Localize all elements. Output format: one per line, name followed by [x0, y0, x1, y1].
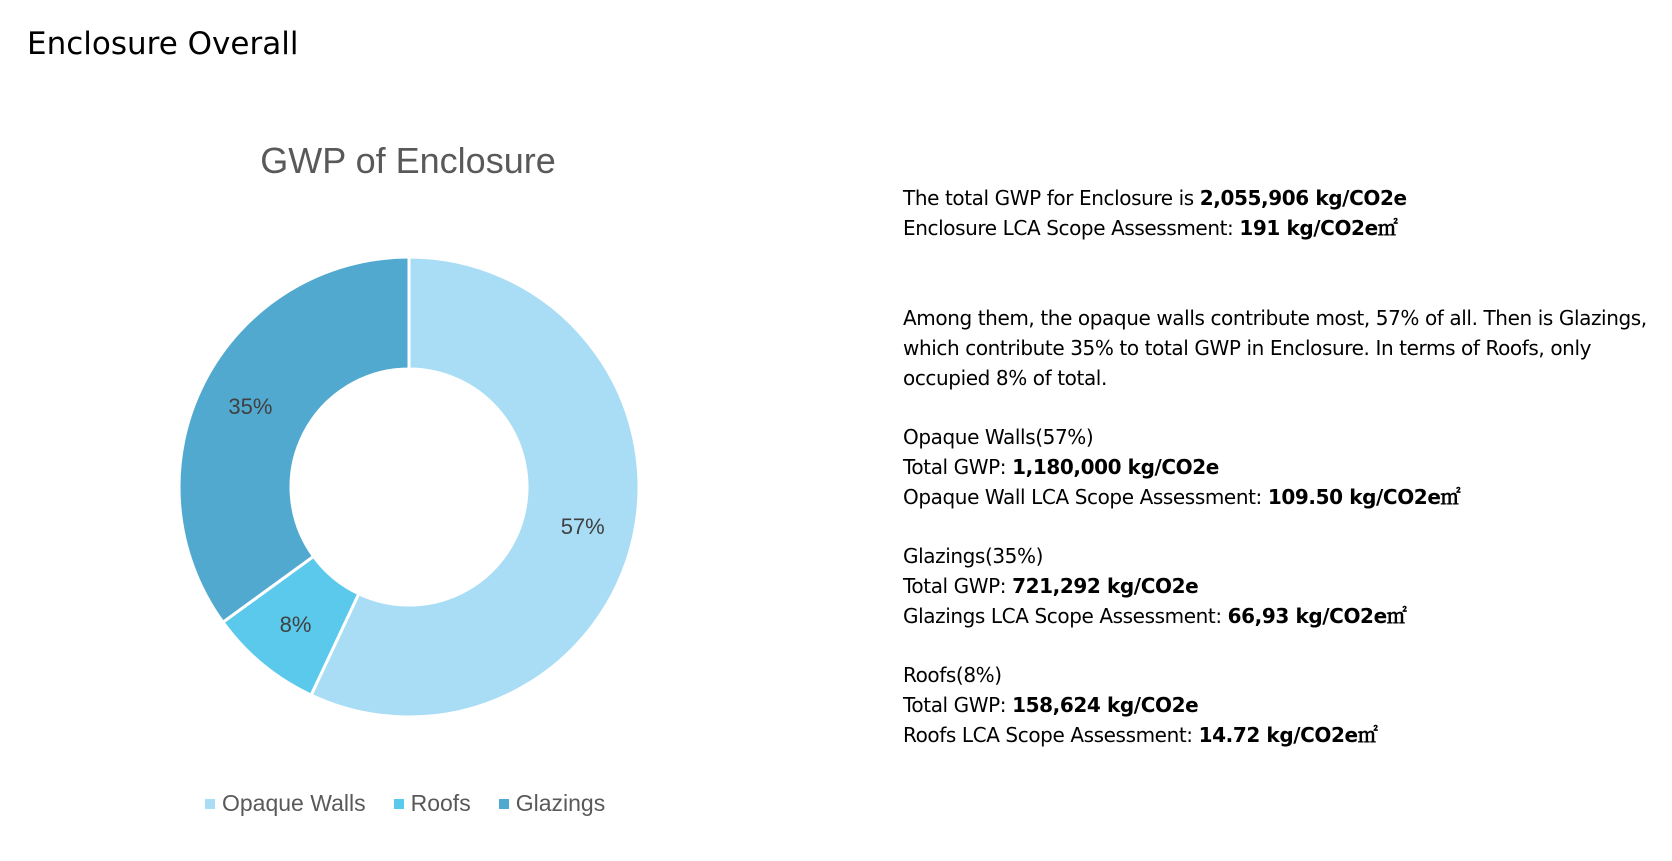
component-gwp-prefix: Total GWP: [903, 574, 1013, 598]
legend-swatch [205, 799, 215, 809]
component-roofs [903, 660, 1668, 750]
legend-item-glazings [499, 790, 605, 817]
legend-swatch [394, 799, 404, 809]
component-heading: Glazings(35%) [903, 544, 1044, 568]
component-lca-prefix: Glazings LCA Scope Assessment: [903, 604, 1228, 628]
component-glazings [903, 541, 1668, 631]
component-lca-line [903, 482, 1668, 512]
description-line: which contribute 35% to total GWP in Enclosure. In terms of Roofs, only [903, 336, 1592, 360]
slice-label-glazings: 35% [228, 394, 273, 420]
component-gwp-value: 721,292 kg/CO2e [1012, 574, 1199, 598]
legend-swatch [499, 799, 509, 809]
description [903, 303, 1668, 393]
legend-item-opaque-walls [205, 790, 366, 817]
chart-legend [205, 790, 605, 817]
component-gwp-line [903, 571, 1668, 601]
slice-label-roofs: 8% [279, 612, 312, 638]
chart-title: GWP of Enclosure [260, 140, 556, 181]
description-line: occupied 8% of total. [903, 366, 1107, 390]
component-lca-value: 66,93 kg/CO2e㎡ [1227, 604, 1407, 628]
component-lca-value: 14.72 kg/CO2e㎡ [1198, 723, 1378, 747]
component-lca-prefix: Roofs LCA Scope Assessment: [903, 723, 1199, 747]
component-gwp-prefix: Total GWP: [903, 693, 1013, 717]
legend-label: Glazings [515, 790, 606, 816]
component-heading: Roofs(8%) [903, 663, 1002, 687]
slice-label-opaque-walls: 57% [560, 513, 605, 539]
component-lca-line [903, 601, 1668, 631]
component-gwp-value: 1,180,000 kg/CO2e [1012, 455, 1219, 479]
component-gwp-value: 158,624 kg/CO2e [1012, 693, 1199, 717]
scope-assessment-line [903, 213, 1668, 243]
scope-assessment-value: 191 kg/CO2e㎡ [1239, 216, 1398, 240]
total-gwp-prefix: The total GWP for Enclosure is [903, 186, 1200, 210]
summary-panel [903, 183, 1668, 750]
component-opaque-walls [903, 422, 1668, 512]
component-heading: Opaque Walls(57%) [903, 425, 1094, 449]
legend-label: Roofs [410, 790, 471, 816]
component-gwp-prefix: Total GWP: [903, 455, 1013, 479]
total-gwp-value: 2,055,906 kg/CO2e [1199, 186, 1407, 210]
component-gwp-line [903, 452, 1668, 482]
scope-assessment-prefix: Enclosure LCA Scope Assessment: [903, 216, 1240, 240]
component-gwp-line [903, 690, 1668, 720]
legend-item-roofs [394, 790, 471, 817]
donut-slice-glazings [179, 257, 409, 622]
total-gwp-line [903, 183, 1668, 213]
page-title: Enclosure Overall [27, 26, 299, 62]
description-line: Among them, the opaque walls contribute most, 57% of all. Then is Glazings, [903, 306, 1647, 330]
component-lca-line [903, 720, 1668, 750]
legend-label: Opaque Walls [222, 790, 366, 816]
component-lca-prefix: Opaque Wall LCA Scope Assessment: [903, 485, 1268, 509]
component-lca-value: 109.50 kg/CO2e㎡ [1267, 485, 1461, 509]
